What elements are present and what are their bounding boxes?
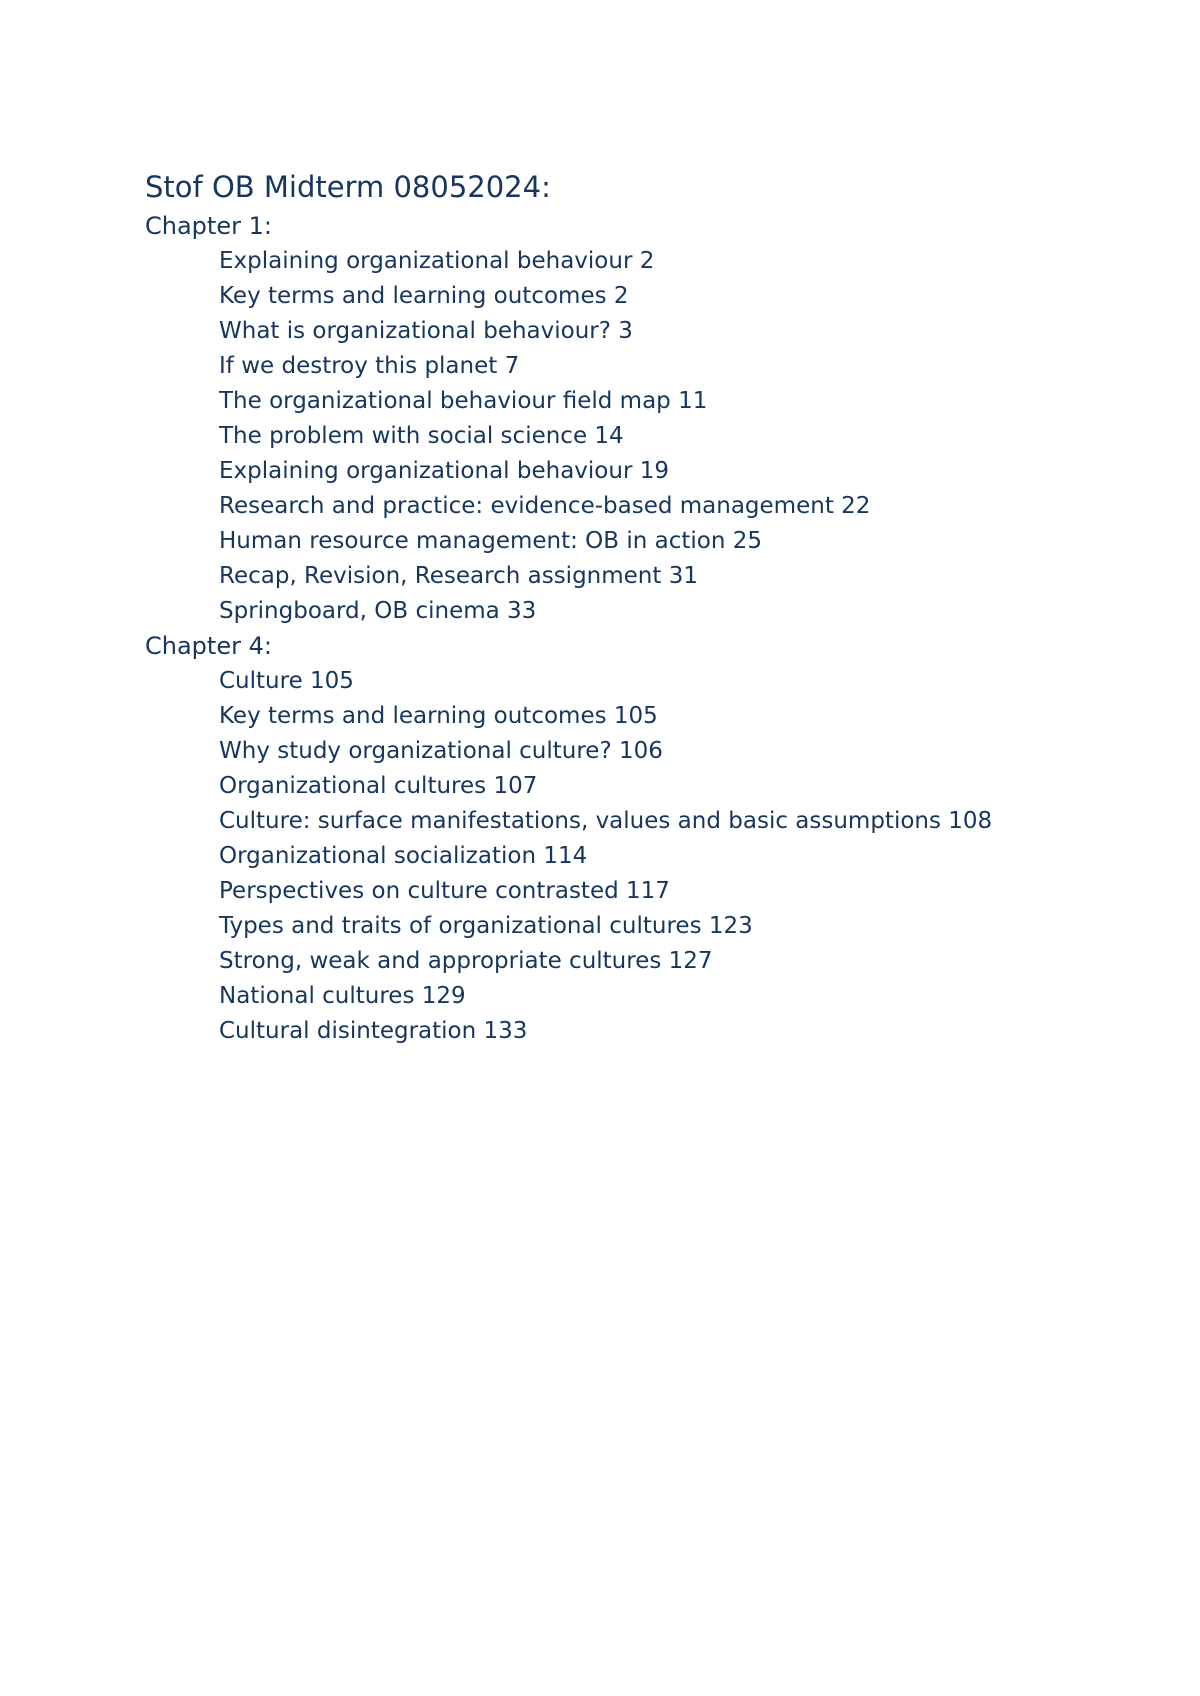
topic-item: Cultural disintegration 133 [219,1018,528,1044]
chapter-1-section [145,209,1145,629]
chapter-heading: Chapter 4: [145,632,272,660]
topic-item: The organizational behaviour field map 11 [219,388,708,414]
topic-item: Human resource management: OB in action 25 [219,528,763,554]
topic-item: Culture: surface manifestations, values and basic assumptions 108 [219,808,993,834]
topic-item: Explaining organizational behaviour 2 [219,248,655,274]
topic-item: National cultures 129 [219,983,466,1009]
topic-item: Springboard, OB cinema 33 [219,598,537,624]
topic-item: Organizational cultures 107 [219,773,538,799]
topic-item: Strong, weak and appropriate cultures 127 [219,948,713,974]
topic-item: Recap, Revision, Research assignment 31 [219,563,698,589]
topic-list [145,664,1145,1049]
topic-item: Perspectives on culture contrasted 117 [219,878,670,904]
topic-item: Key terms and learning outcomes 105 [219,703,658,729]
topic-item: Research and practice: evidence-based management 22 [219,493,871,519]
chapter-4-section [145,629,1145,1049]
topic-list [145,244,1145,629]
topic-item: Types and traits of organizational cultures 123 [219,913,753,939]
topic-item: Explaining organizational behaviour 19 [219,458,669,484]
topic-item: Why study organizational culture? 106 [219,738,663,764]
document-title: Stof OB Midterm 08052024: [145,170,551,204]
topic-item: The problem with social science 14 [219,423,624,449]
topic-item: Culture 105 [219,668,354,694]
topic-item: If we destroy this planet 7 [219,353,520,379]
document-content [145,167,1145,1049]
topic-item: What is organizational behaviour? 3 [219,318,633,344]
topic-item: Key terms and learning outcomes 2 [219,283,629,309]
chapter-heading: Chapter 1: [145,212,272,240]
topic-item: Organizational socialization 114 [219,843,588,869]
